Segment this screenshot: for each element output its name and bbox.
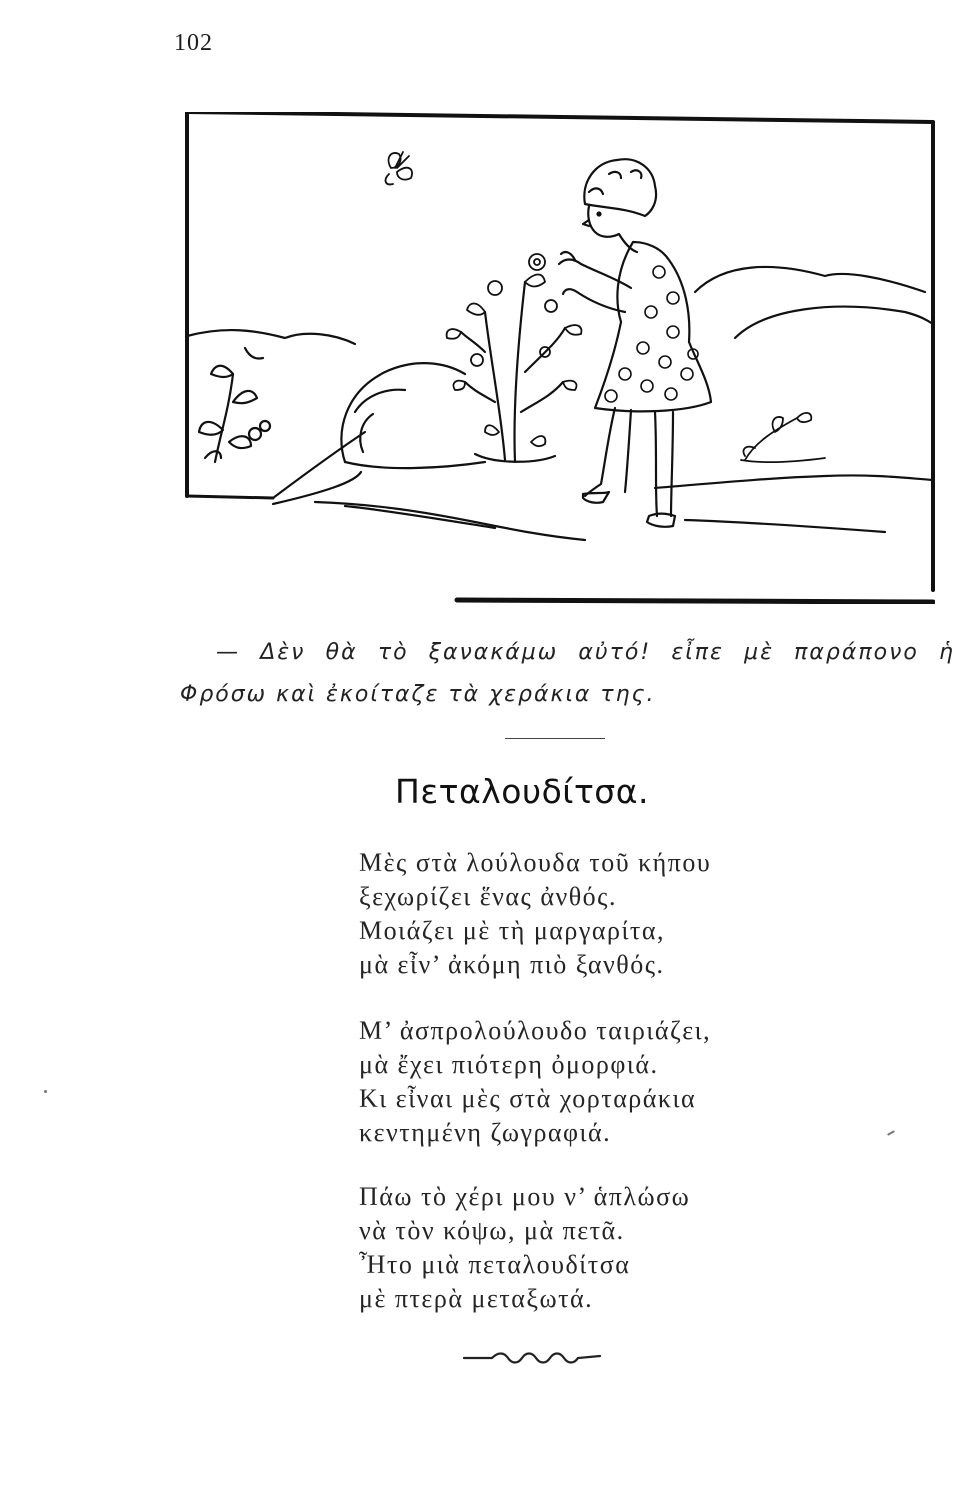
ground-path <box>273 432 933 540</box>
intro-line-2: Φρόσω καὶ ἐκοίταζε τὰ χεράκια της. <box>180 682 656 707</box>
poem-line: μὲ πτερὰ μεταξωτά. <box>359 1284 594 1313</box>
poem-stanza-3 <box>359 1180 690 1316</box>
bush <box>341 363 485 468</box>
intro-line-1: — Δὲν θὰ τὸ ξανακάμω αὐτό! εἶπε μὲ παράπονο ἡ <box>216 640 955 665</box>
page-number: 102 <box>174 30 213 56</box>
poem-line: κεντημένη ζωγραφιά. <box>359 1118 612 1147</box>
poem-line: μὰ εἶν’ ἀκόμη πιὸ ξανθός. <box>359 950 665 979</box>
poem-stanza-1 <box>359 846 711 982</box>
background-hills <box>187 267 933 344</box>
poem-line: Μ’ ἀσπρολούλουδο ταιριάζει, <box>359 1016 712 1045</box>
section-divider <box>505 738 605 739</box>
left-plant <box>199 348 270 462</box>
poem-stanza-2 <box>359 1014 711 1150</box>
right-plant <box>741 413 825 462</box>
print-speck <box>44 1090 47 1093</box>
poem-line: Μοιάζει μὲ τὴ μαργαρίτα, <box>359 916 666 945</box>
illustration-girl-butterfly <box>185 112 935 604</box>
poem-line: νὰ τὸν κόψω, μὰ πετᾶ. <box>359 1216 625 1245</box>
poem-line: Ἦτο μιὰ πεταλουδίτσα <box>359 1250 631 1279</box>
flower-plant <box>447 254 582 462</box>
intro-text <box>180 632 955 716</box>
poem-title: Πεταλουδίτσα. <box>395 772 649 811</box>
butterfly <box>386 152 413 184</box>
poem-line: Πάω τὸ χέρι μου ν’ ἁπλώσω <box>359 1182 691 1211</box>
poem-line: Μὲς στὰ λούλουδα τοῦ κήπου <box>359 848 712 877</box>
end-ornament <box>462 1346 602 1366</box>
poem-line: ξεχωρίζει ἕνας ἀνθός. <box>359 882 617 911</box>
poem-line: Κι εἶναι μὲς στὰ χορταράκια <box>359 1084 697 1113</box>
girl <box>559 159 711 527</box>
print-speck <box>887 1130 895 1136</box>
poem-line: μὰ ἔχει πιότερη ὀμορφιά. <box>359 1050 659 1079</box>
